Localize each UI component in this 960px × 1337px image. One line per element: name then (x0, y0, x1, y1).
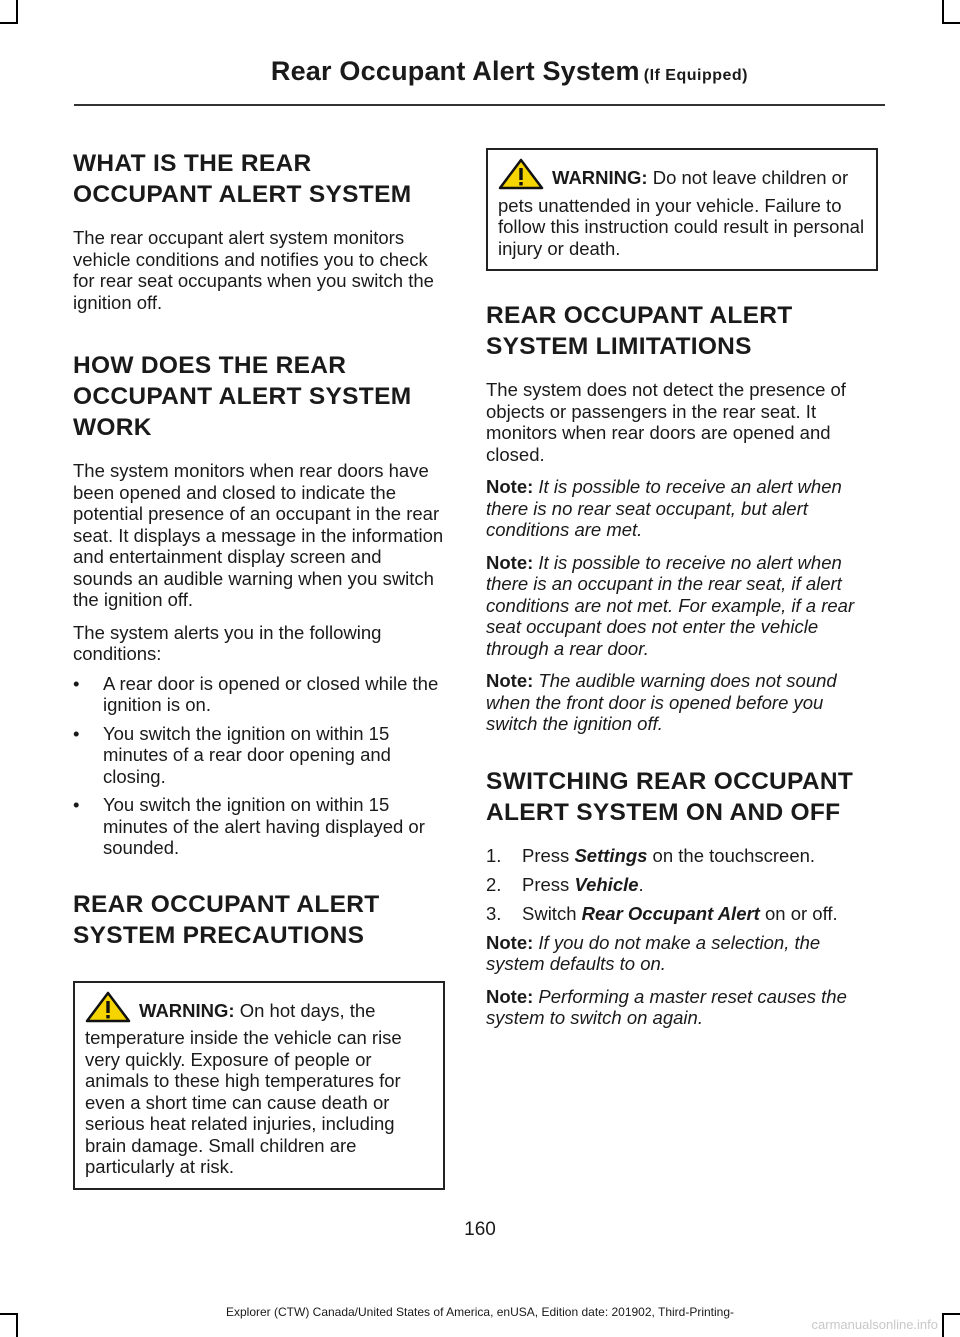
note-label: Note: (486, 551, 534, 573)
note-text: It is possible to receive an alert when there is no rear seat occupant, but alert conditions are met. (486, 476, 842, 540)
heading-line: SYSTEM PRECAUTIONS (73, 921, 365, 949)
conditions-list (73, 673, 445, 859)
section-heading-what-is (73, 148, 445, 210)
note (486, 986, 878, 1029)
bullet-icon: • (73, 672, 80, 694)
warning-box (486, 148, 878, 271)
bullet-icon: • (73, 794, 80, 815)
step-item (486, 845, 878, 867)
heading-line: REAR OCCUPANT ALERT (73, 890, 380, 918)
heading-line: SWITCHING REAR OCCUPANT (486, 767, 854, 795)
note-label: Note: (486, 931, 534, 953)
note (486, 476, 878, 541)
warning-triangle-icon (85, 991, 131, 1028)
step-text: on or off. (759, 902, 838, 924)
list-item-text: You switch the ignition on within 15 minutes of the alert having displayed or sounded. (103, 794, 425, 858)
warning-triangle-icon (498, 158, 544, 195)
heading-line: ALERT SYSTEM ON AND OFF (486, 798, 841, 826)
heading-line: OCCUPANT ALERT SYSTEM (73, 383, 412, 410)
bullet-icon: • (73, 722, 80, 744)
note (486, 932, 878, 975)
list-item (73, 794, 445, 859)
note-text: The audible warning does not sound when the front door is opened before you switch the ignition off. (486, 670, 837, 734)
note-label: Note: (486, 476, 534, 497)
crop-mark (942, 0, 944, 22)
note-label: Note: (486, 985, 534, 1007)
heading-line: REAR OCCUPANT ALERT (486, 302, 793, 329)
header-title-text: Rear Occupant Alert System (270, 56, 640, 86)
page-number: 160 (464, 1219, 496, 1240)
note-label: Note: (486, 670, 534, 691)
heading-line: OCCUPANT ALERT SYSTEM (73, 181, 412, 208)
step-emphasis: Vehicle (574, 873, 639, 895)
warning-label: WARNING: (552, 167, 648, 188)
section-heading-switching (486, 766, 878, 828)
right-column (486, 148, 878, 1029)
step-number: 1. (486, 844, 502, 866)
heading-line: WORK (73, 414, 152, 441)
section-heading-precautions (73, 889, 445, 951)
note-text: Performing a master reset causes the system to switch on again. (486, 985, 847, 1028)
note-text: It is possible to receive no alert when there is an occupant in the rear seat, if alert conditions are not met. For example, if a rear seat occupant does not enter the vehicle through a rear door. (486, 551, 855, 659)
warning-text: On hot days, the temperature inside the vehicle can rise very quickly. Exposure of people or animals to these high temperatures for even a short time can cause death or serious heat related injuries, including brain damage. Small children are particularly at risk. (85, 999, 402, 1177)
warning-box (73, 981, 445, 1190)
note (486, 670, 878, 735)
step-item (486, 874, 878, 896)
steps-list (486, 845, 878, 925)
step-text: Press (522, 844, 575, 866)
paragraph: The system alerts you in the following conditions: (73, 621, 382, 664)
list-item (73, 723, 445, 788)
watermark: carmanualsonline.info (811, 1317, 938, 1332)
step-number: 3. (486, 902, 502, 924)
page-header-title (271, 56, 748, 87)
paragraph: The system does not detect the presence of objects or passengers in the rear seat. It monitors when rear doors are opened and closed. (486, 379, 846, 465)
paragraph: The rear occupant alert system monitors vehicle conditions and notifies you to check for rear seat occupants when you switch the ignition off. (73, 227, 434, 313)
warning-text: Do not leave children or pets unattended in your vehicle. Failure to follow this instruction could result in personal injury or death. (498, 167, 865, 259)
heading-line: SYSTEM LIMITATIONS (486, 333, 752, 360)
step-emphasis: Rear Occupant Alert (581, 902, 760, 924)
crop-mark (942, 22, 960, 24)
step-text: Press (522, 873, 575, 895)
section-heading-how-does (73, 350, 445, 443)
step-item (486, 903, 878, 925)
section-heading-limitations (486, 300, 878, 362)
step-text: . (638, 873, 644, 895)
left-column (73, 148, 445, 1190)
heading-line: WHAT IS THE REAR (73, 150, 312, 177)
note-text: If you do not make a selection, the system defaults to on. (486, 931, 821, 974)
list-item (73, 673, 445, 716)
step-number: 2. (486, 873, 502, 895)
crop-mark (0, 22, 18, 24)
step-text: Switch (522, 902, 582, 924)
step-text: on the touchscreen. (647, 844, 816, 866)
warning-label: WARNING: (139, 999, 235, 1021)
header-qualifier: (If Equipped) (643, 67, 748, 84)
paragraph: The system monitors when rear doors have been opened and closed to indicate the potential presence of an occupant in the rear seat. It displays a message in the information and entertainment display screen and sounds an audible warning when you switch the ignition off. (73, 460, 444, 610)
header-rule (74, 104, 885, 106)
footer-edition-info: Explorer (CTW) Canada/United States of America, enUSA, Edition date: 201902, Third-Printing- (225, 1305, 735, 1319)
list-item-text: You switch the ignition on within 15 minutes of a rear door opening and closing. (103, 722, 391, 787)
crop-mark (16, 0, 18, 22)
list-item-text: A rear door is opened or closed while the ignition is on. (103, 672, 439, 715)
step-emphasis: Settings (574, 844, 648, 866)
note (486, 552, 878, 660)
heading-line: HOW DOES THE REAR (73, 352, 347, 379)
